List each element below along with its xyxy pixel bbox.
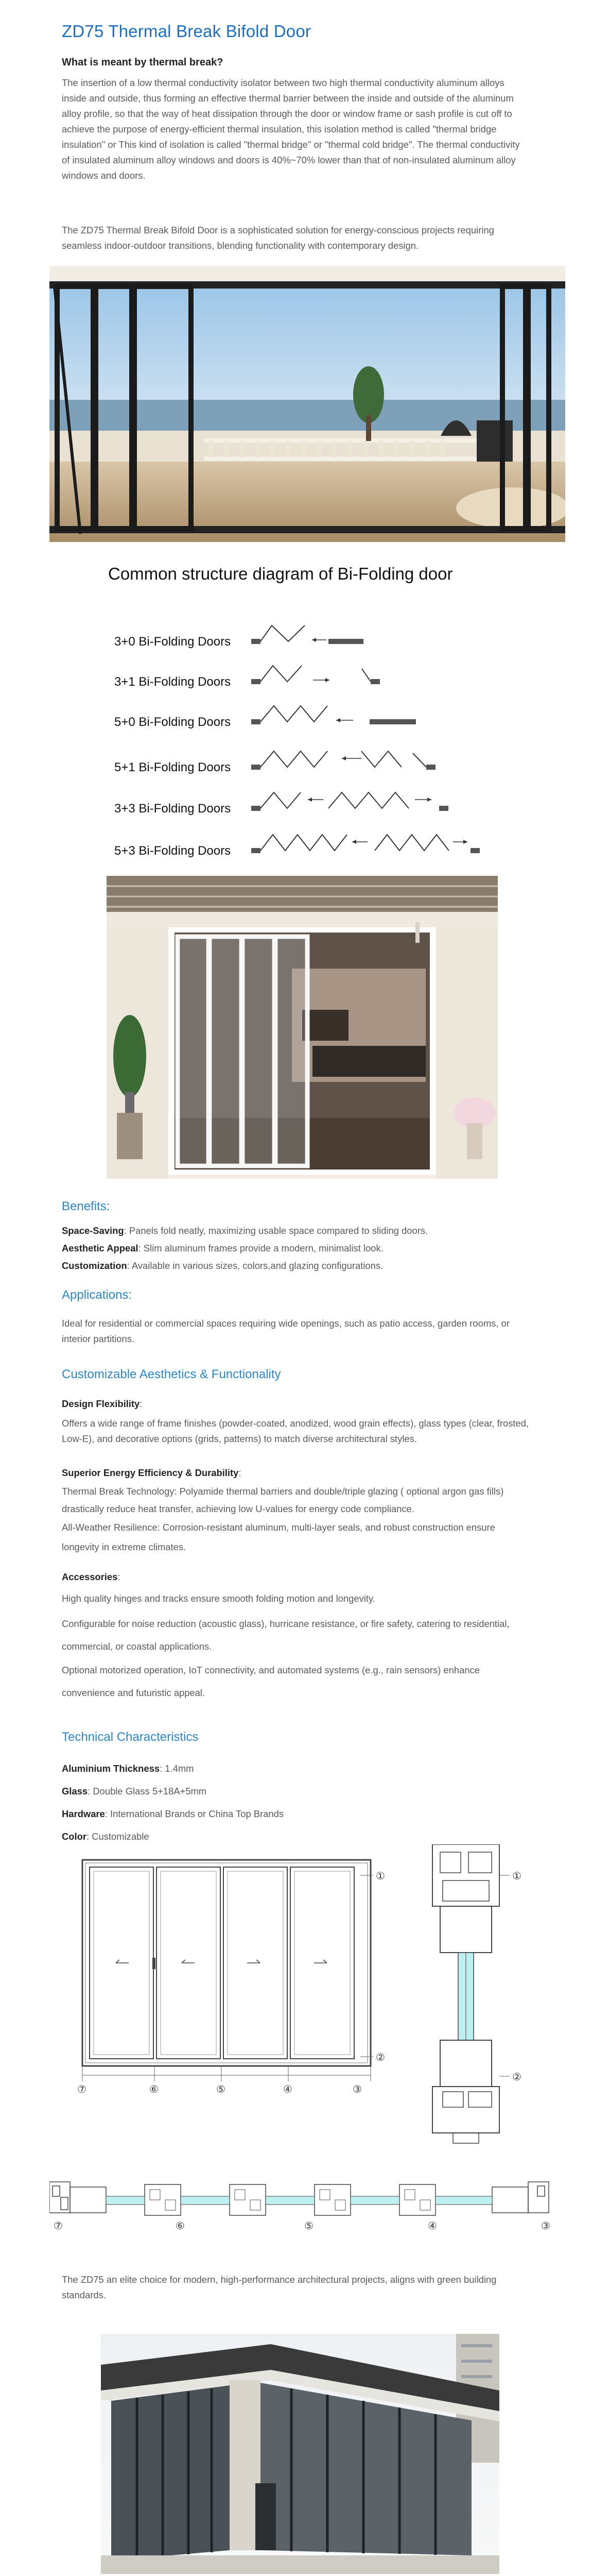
design-flexibility-label — [62, 1396, 530, 1412]
tech-hardware — [62, 1806, 530, 1822]
bf-label-3-1: 3+1 Bi-Folding Doors — [114, 675, 231, 689]
tech-value: : 1.4mm — [160, 1763, 194, 1774]
building-bifold-photo — [101, 2334, 499, 2574]
bf-label-5-3: 5+3 Bi-Folding Doors — [114, 844, 231, 858]
plan-callout-4: ④ — [428, 2219, 437, 2232]
patio-bifold-photo — [49, 266, 565, 542]
tech-value: : Double Glass 5+18A+5mm — [88, 1786, 207, 1797]
bf-label-5-0: 5+0 Bi-Folding Doors — [114, 715, 231, 729]
technical-heading: Technical Characteristics — [62, 1730, 199, 1744]
section-callout-2: ② — [512, 2071, 521, 2083]
bf-label-5-1: 5+1 Bi-Folding Doors — [114, 760, 231, 774]
benefit-text: : Panels fold neatly, maximizing usable space compared to sliding doors. — [124, 1225, 428, 1236]
energy-term: Superior Energy Efficiency & Durability — [62, 1467, 239, 1478]
design-term: Design Flexibility — [62, 1398, 140, 1409]
accessories-label — [62, 1569, 530, 1585]
intro-paragraph-2: The ZD75 Thermal Break Bifold Door is a sophisticated solution for energy-conscious projects requiring seamless indoor-outdoor transitions, blending functionality with contemporary design. — [62, 225, 494, 251]
bf-diagram-3-0 — [251, 619, 375, 650]
callout-5: ⑤ — [216, 2083, 225, 2095]
callout-4: ④ — [283, 2083, 292, 2095]
accessories-colon: : — [117, 1571, 120, 1582]
tech-glass — [62, 1784, 530, 1799]
plan-section-drawing — [49, 2177, 574, 2233]
closing-text: The ZD75 an elite choice for modern, high-performance architectural projects, aligns with green building standards. — [62, 2274, 497, 2300]
section-drawing — [412, 1844, 535, 2154]
tech-term: Aluminium Thickness — [62, 1763, 160, 1774]
tech-value: : Customizable — [86, 1831, 149, 1842]
all-weather-text: All-Weather Resilience: Corrosion-resistant aluminum, multi-layer seals, and robust construction ensure longevity in extreme climates. — [62, 1522, 495, 1552]
callout-7: ⑦ — [77, 2083, 86, 2095]
intro-paragraph-1: The insertion of a low thermal conductivity isolator between two high thermal conductivity aluminum alloys inside and outside, thus forming an effective thermal barrier between the inside and outside of the aluminum alloy profile, so that the way of heat dissipation through the door or window frame or sash profile is cut off to achieve the purpose of energy-efficient thermal insulation, this isolation method is called "thermal bridge insulation" or This kind of isolation is called "thermal bridge" or "thermal cold bridge". The thermal conductivity of insulated aluminum alloy windows and doors is 40%~70% lower than that of non-insulated aluminum alloy windows and doors. — [62, 77, 520, 181]
tech-value: : International Brands or China Top Brands — [105, 1808, 284, 1819]
structure-diagram-title: Common structure diagram of Bi-Folding door — [108, 564, 453, 583]
benefit-text: : Available in various sizes, colors,and glazing configurations. — [127, 1260, 384, 1271]
page-title: ZD75 Thermal Break Bifold Door — [62, 22, 311, 41]
energy-colon: : — [238, 1467, 241, 1478]
front-elevation-drawing — [72, 1855, 391, 2097]
energy-label — [62, 1465, 530, 1481]
applications-heading: Applications: — [62, 1288, 132, 1302]
design-flexibility-text: Offers a wide range of frame finishes (powder-coated, anodized, wood grain effects), glass types (clear, frosted, Low-E), and decorative options (grids, patterns) to match diverse architectural styles. — [62, 1418, 529, 1444]
customizable-heading: Customizable Aesthetics & Functionality — [62, 1367, 281, 1381]
benefit-term: Customization — [62, 1260, 127, 1271]
callout-3: ③ — [353, 2083, 362, 2095]
tech-term: Glass — [62, 1786, 88, 1797]
bf-diagram-5-1 — [251, 745, 447, 776]
callout-6: ⑥ — [149, 2083, 159, 2095]
bf-diagram-5-0 — [251, 700, 426, 731]
thermal-break-tech-text: Thermal Break Technology: Polyamide thermal barriers and double/triple glazing ( optional argon gas fills) drastically reduce heat transfer, achieving low U-values for energy code compliance. — [62, 1486, 504, 1514]
bf-diagram-3-3 — [251, 786, 467, 817]
design-colon: : — [140, 1398, 143, 1409]
bf-diagram-3-1 — [251, 659, 406, 690]
bf-label-3-0: 3+0 Bi-Folding Doors — [114, 635, 231, 649]
accessories-text-3: Optional motorized operation, IoT connectivity, and automated systems (e.g., rain sensors) enhance convenience and futuristic appeal. — [62, 1665, 480, 1698]
callout-2: ② — [376, 2051, 385, 2063]
interior-bifold-photo — [107, 876, 498, 1179]
callout-1: ① — [376, 1870, 385, 1882]
accessories-text-2: Configurable for noise reduction (acoustic glass), hurricane resistance, or fire safety, catering to residential, commercial, or coastal applications. — [62, 1618, 510, 1652]
plan-callout-3: ③ — [541, 2219, 550, 2232]
section-callout-1: ① — [512, 1870, 521, 1882]
tech-term: Hardware — [62, 1808, 105, 1819]
applications-text: Ideal for residential or commercial spaces requiring wide openings, such as patio access, garden rooms, or interior partitions. — [62, 1318, 510, 1344]
plan-callout-6: ⑥ — [176, 2219, 185, 2232]
benefit-term: Aesthetic Appeal — [62, 1243, 138, 1253]
tech-term: Color — [62, 1831, 87, 1842]
plan-callout-7: ⑦ — [54, 2219, 63, 2232]
benefit-text: : Slim aluminum frames provide a modern, minimalist look. — [138, 1243, 384, 1253]
benefit-aesthetic — [62, 1241, 530, 1256]
thermal-break-question: What is meant by thermal break? — [62, 57, 223, 68]
benefits-heading: Benefits: — [62, 1199, 110, 1213]
plan-callout-5: ⑤ — [304, 2219, 314, 2232]
benefit-customization — [62, 1258, 530, 1274]
bf-diagram-5-3 — [251, 828, 488, 859]
bf-label-3-3: 3+3 Bi-Folding Doors — [114, 802, 231, 816]
accessories-term: Accessories — [62, 1571, 118, 1582]
benefit-space-saving — [62, 1223, 530, 1239]
tech-color — [62, 1829, 530, 1844]
benefit-term: Space-Saving — [62, 1225, 124, 1236]
tech-aluminium — [62, 1761, 530, 1776]
accessories-text-1: High quality hinges and tracks ensure smooth folding motion and longevity. — [62, 1593, 375, 1604]
